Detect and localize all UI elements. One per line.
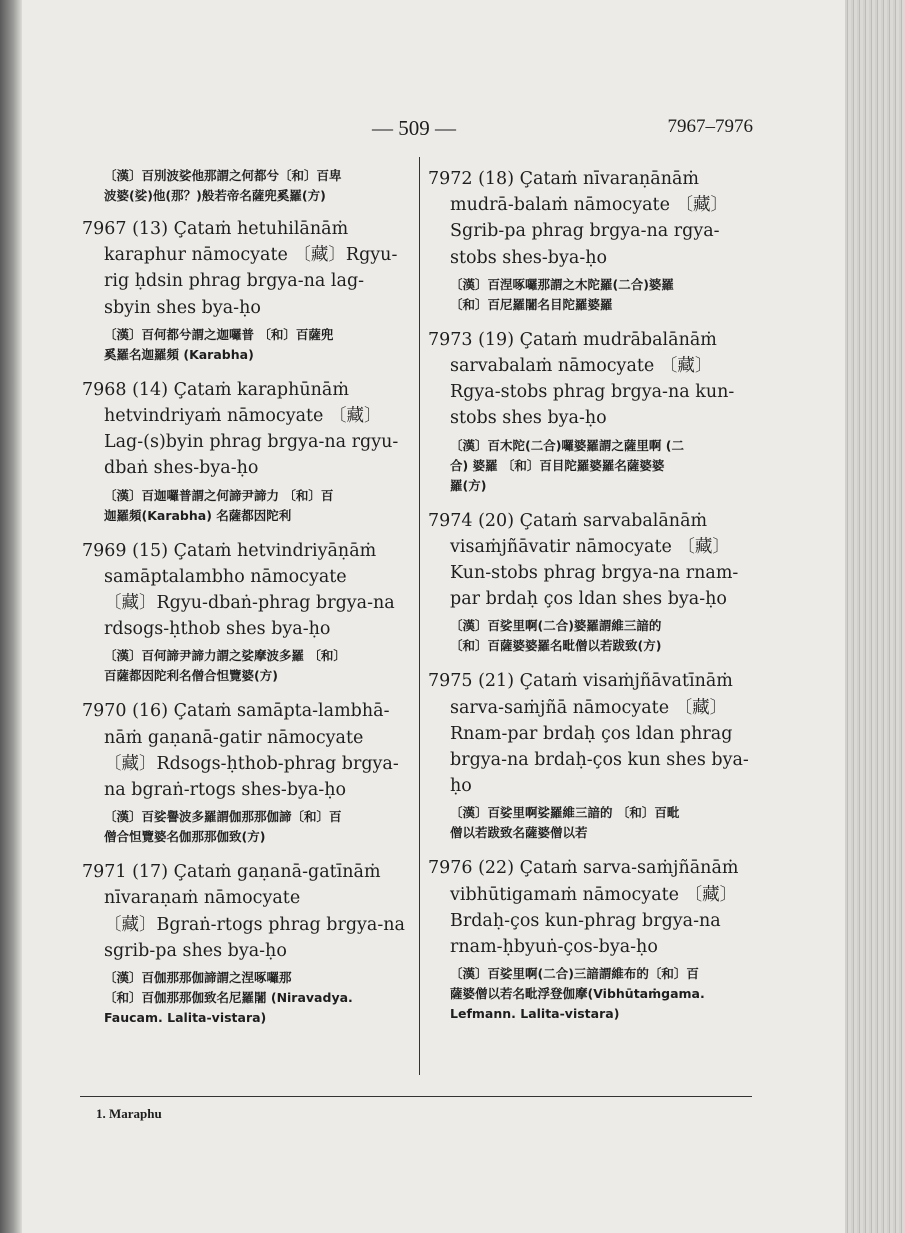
entry-line: Rnam-par brdaḥ ços ldan phrag xyxy=(450,723,733,744)
entry-note-line: Faucam. Lalita-vistara) xyxy=(104,1010,267,1026)
entry-note-line: 〔漢〕百娑里啊(二合)三諳謂維布的〔和〕百 xyxy=(450,966,699,982)
entry-note-line: 羅(方) xyxy=(450,477,487,493)
right-entries xyxy=(428,166,754,1024)
entry-note-line: 〔漢〕百娑里啊(二合)婆羅謂維三諳的 xyxy=(450,618,662,634)
entry-note-line: 薩婆僧以若名毗浮登伽摩(Vibhūtaṁgama. xyxy=(450,986,705,1002)
entry-note-line: 〔和〕百薩婆婆羅名毗僧以若跋致(方) xyxy=(450,638,662,654)
entry-note xyxy=(82,486,408,526)
footnote: 1. Maraphu xyxy=(96,1106,162,1121)
entry-head: 7976 (22) Çataṁ sarva-saṁjñānāṁ xyxy=(428,858,739,879)
entry-note-line: 〔漢〕百木陀(二合)囉婆羅謂之薩里啊 (二 xyxy=(450,437,684,453)
entry-note-line: 〔漢〕百何諦尹諦力謂之娑摩波多羅 〔和〕 xyxy=(104,648,346,664)
entry-head: 7971 (17) Çataṁ gaṇanā-gatīnāṁ xyxy=(82,862,381,883)
entry-line: hetvindriyaṁ nāmocyate 〔藏〕 xyxy=(104,406,382,427)
entry-line: Brdaḥ-ços kun-phrag brgya-na xyxy=(450,910,721,931)
entry-line: dbaṅ shes-bya-ḥo xyxy=(104,458,259,479)
dictionary-entry xyxy=(428,166,754,315)
entry-line: Kun-stobs phrag brgya-na rnam- xyxy=(450,563,739,584)
entry-note-line: 〔漢〕百娑譽波多羅謂伽那那伽諦〔和〕百 xyxy=(104,809,342,825)
entry-line: 〔藏〕Rdsogs-ḥthob-phrag brgya- xyxy=(104,753,399,774)
entry-line: mudrā-balaṁ nāmocyate 〔藏〕 xyxy=(450,195,729,216)
carryover-line: 〔漢〕百別波娑他那謂之何都兮〔和〕百卑 xyxy=(104,168,342,183)
entry-range: 7967–7976 xyxy=(667,116,753,137)
page-header xyxy=(0,116,905,146)
entry-line: sarva-saṁjñā nāmocyate 〔藏〕 xyxy=(450,697,728,718)
entry-note xyxy=(428,436,754,496)
entry-note xyxy=(82,968,408,1028)
entry-note-line: 〔漢〕百娑里啊娑羅維三諳的 〔和〕百毗 xyxy=(450,805,680,821)
left-entries xyxy=(82,216,408,1028)
carryover-line: 波婆(娑)他(那？)般若帝名薩兜奚羅(方) xyxy=(104,188,326,203)
entry-line: 〔藏〕Rgyu-dbaṅ-phrag brgya-na xyxy=(104,593,395,614)
entry-line: Rgya-stobs phrag brgya-na kun- xyxy=(450,382,735,403)
entry-line: vibhūtigamaṁ nāmocyate 〔藏〕 xyxy=(450,884,738,905)
entry-line: rig ḥdsin phrag brgya-na lag- xyxy=(104,271,365,292)
entry-line: ḥo xyxy=(450,776,472,797)
entry-note xyxy=(82,646,408,686)
carryover-note xyxy=(82,166,408,206)
entry-note xyxy=(82,807,408,847)
entry-note xyxy=(82,325,408,365)
dictionary-entry xyxy=(82,377,408,526)
entry-line: nīvaraṇaṁ nāmocyate xyxy=(104,888,301,909)
entry-head: 7973 (19) Çataṁ mudrābalānāṁ xyxy=(428,329,717,350)
dictionary-entry xyxy=(82,859,408,1028)
entry-note-line: 奚羅名迦羅頻 (Karabha) xyxy=(104,346,254,362)
dictionary-entry xyxy=(428,327,754,496)
entry-note xyxy=(428,275,754,315)
entry-note-line: 〔漢〕百伽那那伽諦謂之涅啄囉那 xyxy=(104,970,292,986)
dictionary-entry xyxy=(82,698,408,847)
entry-line: sbyin shes bya-ḥo xyxy=(104,297,261,318)
entry-note-line: 〔和〕百伽那那伽致名尼羅闍 (Niravadya. xyxy=(104,990,353,1006)
entry-note-line: 迦羅頻(Karabha) 名薩都因陀利 xyxy=(104,507,292,523)
dictionary-entry xyxy=(428,855,754,1024)
dictionary-entry xyxy=(82,216,408,365)
page-edge-stack xyxy=(845,0,905,1233)
entry-line: na bgraṅ-rtogs shes-bya-ḥo xyxy=(104,780,347,801)
entry-note-line: Lefmann. Lalita-vistara) xyxy=(450,1006,620,1022)
entry-head: 7968 (14) Çataṁ karaphūnāṁ xyxy=(82,379,349,400)
entry-line: par brdaḥ ços ldan shes bya-ḥo xyxy=(450,589,727,610)
entry-note-line: 百薩都因陀利名僧合怛覽婆(方) xyxy=(104,668,278,684)
entry-head: 7975 (21) Çataṁ visaṁjñāvatīnāṁ xyxy=(428,671,733,692)
book-binding-shadow xyxy=(0,0,22,1233)
entry-note-line: 僧以若跋致名薩婆僧以若 xyxy=(450,825,588,841)
entry-line: samāptalambho nāmocyate xyxy=(104,566,347,587)
entry-note xyxy=(428,616,754,656)
column-divider xyxy=(419,157,420,1075)
entry-head: 7972 (18) Çataṁ nīvaraṇānāṁ xyxy=(428,169,700,189)
entry-line: rdsogs-ḥthob shes bya-ḥo xyxy=(104,619,331,640)
dictionary-entry xyxy=(428,508,754,657)
entry-head: 7969 (15) Çataṁ hetvindriyāṇāṁ xyxy=(82,540,377,561)
entry-note xyxy=(428,964,754,1024)
entry-line: brgya-na brdaḥ-ços kun shes bya- xyxy=(450,750,749,771)
entry-line: karaphur nāmocyate 〔藏〕Rgyu- xyxy=(104,245,398,266)
entry-line: visaṁjñāvatir nāmocyate 〔藏〕 xyxy=(450,536,730,557)
entry-note-line: 僧合怛覽婆名伽那那伽致(方) xyxy=(104,829,266,845)
entry-line: stobs shes-bya-ḥo xyxy=(450,247,608,268)
dictionary-entry xyxy=(82,538,408,687)
entry-line: nāṁ gaṇanā-gatir nāmocyate xyxy=(104,727,364,748)
entry-line: rnam-ḥbyuṅ-ços-bya-ḥo xyxy=(450,937,658,958)
dictionary-entry xyxy=(428,668,754,843)
entry-note-line: 合) 婆羅 〔和〕百目陀羅婆羅名薩婆婆 xyxy=(450,457,665,473)
right-column xyxy=(428,166,754,1036)
entry-note xyxy=(428,803,754,843)
entry-note-line: 〔和〕百尼羅闍名目陀羅婆羅 xyxy=(450,296,613,312)
entry-head: 7970 (16) Çataṁ samāpta-lambhā- xyxy=(82,701,390,722)
entry-line: stobs shes bya-ḥo xyxy=(450,408,607,429)
entry-line: sgrib-pa shes bya-ḥo xyxy=(104,940,287,961)
entry-head: 7974 (20) Çataṁ sarvabalānāṁ xyxy=(428,510,708,531)
left-column xyxy=(82,166,408,1040)
entry-note-line: 〔漢〕百迦囉普謂之何諦尹諦力 〔和〕百 xyxy=(104,487,334,503)
entry-line: 〔藏〕Bgraṅ-rtogs phrag brgya-na xyxy=(104,914,405,935)
entry-line: Lag-(s)byin phrag brgya-na rgyu- xyxy=(104,432,399,453)
footnote-rule xyxy=(80,1096,752,1097)
entry-line: Sgrib-pa phrag brgya-na rgya- xyxy=(450,221,720,242)
entry-line: sarvabalaṁ nāmocyate 〔藏〕 xyxy=(450,356,713,377)
page-number: — 509 — xyxy=(372,116,456,140)
entry-head: 7967 (13) Çataṁ hetuhilānāṁ xyxy=(82,219,349,239)
entry-note-line: 〔漢〕百涅啄囉那謂之木陀羅(二合)婆羅 xyxy=(450,276,674,292)
entry-note-line: 〔漢〕百何都兮謂之迦囉普 〔和〕百薩兜 xyxy=(104,326,334,342)
